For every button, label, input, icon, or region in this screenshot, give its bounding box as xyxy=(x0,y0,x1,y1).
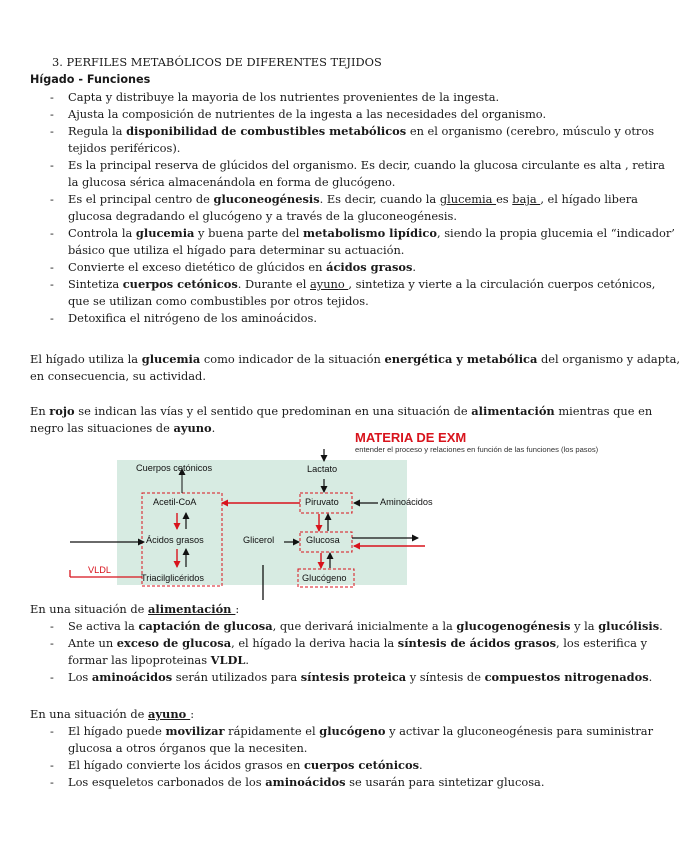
function-item xyxy=(30,225,675,242)
text-run: , que derivará inicialmente a la xyxy=(272,619,457,633)
text-run: alimentación xyxy=(148,602,236,616)
ayuno-item xyxy=(30,757,653,774)
ayuno-intro xyxy=(30,706,194,723)
text-run: es xyxy=(496,192,513,206)
text-run: disponibilidad de combustibles metabólicos xyxy=(126,124,407,138)
text-run: glucosa degradando el glucógeno y a través de la gluconeogénesis. xyxy=(68,209,458,223)
text-run: glucemia xyxy=(141,352,201,366)
text-run: negro las situaciones de xyxy=(30,421,174,435)
function-item xyxy=(30,208,675,225)
text-run: . Durante el xyxy=(237,277,310,291)
text-run: aminoácidos xyxy=(265,775,346,789)
text-run: rojo xyxy=(49,404,75,418)
text-run: . xyxy=(648,670,653,684)
subtitle-higado-funciones: Hígado - Funciones xyxy=(30,73,151,86)
text-run: y la xyxy=(570,619,599,633)
function-item xyxy=(30,106,675,123)
ayuno-item xyxy=(30,740,653,757)
liver-background xyxy=(117,460,407,585)
function-item xyxy=(30,242,675,259)
bullet-dash: - xyxy=(50,260,54,274)
text-run: en el organismo (cerebro, músculo y otros xyxy=(406,124,655,138)
bullet-dash: - xyxy=(50,724,54,738)
label-acidos-grasos: Ácidos grasos xyxy=(146,535,204,545)
exam-note-subtitle: entender el proceso y relaciones en función de las funciones (los pasos) xyxy=(355,445,599,454)
label-aminoacidos: Aminoácidos xyxy=(380,497,433,507)
text-run: ayuno xyxy=(309,277,349,291)
text-run: la glucosa sérica almacenándola en forma de glucógeno. xyxy=(68,175,396,189)
text-run: que se utilizan como combustibles por otros tejidos. xyxy=(68,294,369,308)
text-run: cuerpos cetónicos xyxy=(303,758,419,772)
text-run: Controla la xyxy=(68,226,136,240)
text-run: Detoxifica el nitrógeno de los aminoácidos. xyxy=(68,311,317,325)
bullet-dash: - xyxy=(50,636,54,650)
label-acetil-coa: Acetil-CoA xyxy=(153,497,197,507)
function-item xyxy=(30,276,675,293)
alimentacion-list xyxy=(30,618,663,686)
function-item xyxy=(30,191,675,208)
text-run: baja xyxy=(512,192,541,206)
text-run: exceso de glucosa xyxy=(116,636,232,650)
text-run: y buena parte del xyxy=(194,226,303,240)
text-run: ayuno xyxy=(173,421,212,435)
bullet-dash: - xyxy=(50,277,54,291)
text-run: rápidamente el xyxy=(224,724,320,738)
bullet-dash: - xyxy=(50,619,54,633)
text-run: , el hígado libera xyxy=(540,192,638,206)
alimentacion-intro xyxy=(30,601,239,618)
ayuno-list xyxy=(30,723,653,791)
bullet-dash: - xyxy=(50,124,54,138)
label-glucosa: Glucosa xyxy=(306,535,340,545)
text-run: y síntesis de xyxy=(406,670,485,684)
text-run: El hígado utiliza la xyxy=(30,352,142,366)
bullet-dash: - xyxy=(50,758,54,772)
label-lactato: Lactato xyxy=(307,464,338,474)
bullet-dash: - xyxy=(50,90,54,104)
text-run: El hígado puede xyxy=(68,724,166,738)
function-item xyxy=(30,157,675,174)
paragraph-line xyxy=(30,403,652,420)
bullet-dash: - xyxy=(50,775,54,789)
text-run: cuerpos cetónicos xyxy=(122,277,238,291)
text-run: Regula la xyxy=(68,124,127,138)
text-run: metabolismo lipídico xyxy=(303,226,437,240)
text-run: . xyxy=(245,653,250,667)
text-run: alimentación xyxy=(471,404,555,418)
bullet-dash: - xyxy=(50,107,54,121)
text-run: . Es decir, cuando la xyxy=(319,192,440,206)
text-run: En xyxy=(30,404,50,418)
text-run: VLDL xyxy=(210,653,246,667)
label-piruvato: Piruvato xyxy=(305,497,339,507)
function-item xyxy=(30,259,675,276)
text-run: ayuno xyxy=(148,707,191,721)
text-run: Se activa la xyxy=(68,619,139,633)
paragraph-line xyxy=(30,351,680,368)
text-run: como indicador de la situación xyxy=(200,352,385,366)
text-run: El hígado convierte los ácidos grasos en xyxy=(68,758,304,772)
function-item xyxy=(30,123,675,140)
text-run: glucemia xyxy=(439,192,497,206)
text-run: se usarán para sintetizar glucosa. xyxy=(345,775,545,789)
text-run: básico que utiliza el hígado para determinar su actuación. xyxy=(68,243,405,257)
text-run: síntesis de ácidos grasos xyxy=(397,636,556,650)
text-run: . xyxy=(659,619,663,633)
bullet-dash: - xyxy=(50,158,54,172)
functions-list xyxy=(30,89,675,327)
text-run: Convierte el exceso dietético de glúcidos en xyxy=(68,260,327,274)
ayuno-item xyxy=(30,774,653,791)
text-run: . xyxy=(412,260,417,274)
function-item xyxy=(30,89,675,106)
exam-note-title: MATERIA DE EXM xyxy=(355,430,467,445)
paragraph-line xyxy=(30,368,680,385)
function-item xyxy=(30,140,675,157)
text-run: , sintetiza y vierte a la circulación cuerpos cetónicos, xyxy=(348,277,656,291)
text-run: y activar la gluconeogénesis para suministrar xyxy=(385,724,654,738)
text-run: se indican las vías y el sentido que predominan en una situación de xyxy=(74,404,472,418)
label-glucogeno: Glucógeno xyxy=(302,573,347,583)
alimentacion-item xyxy=(30,669,663,686)
text-run: glucosa a otros órganos que la necesiten. xyxy=(68,741,308,755)
text-run: En una situación de xyxy=(30,602,149,616)
text-run: síntesis proteica xyxy=(300,670,407,684)
text-run: en consecuencia, su actividad. xyxy=(30,369,206,383)
text-run: . xyxy=(419,758,423,772)
text-run: glucogenogénesis xyxy=(456,619,571,633)
text-run: Ajusta la composición de nutrientes de la ingesta a las necesidades del organismo. xyxy=(68,107,547,121)
text-run: : xyxy=(190,707,195,721)
bullet-dash: - xyxy=(50,192,54,206)
ayuno-item xyxy=(30,723,653,740)
text-run: formar las lipoproteinas xyxy=(68,653,211,667)
text-run: Los esqueletos carbonados de los xyxy=(68,775,266,789)
text-run: En una situación de xyxy=(30,707,149,721)
text-run: compuestos nitrogenados xyxy=(484,670,649,684)
text-run: , los esterifica y xyxy=(555,636,648,650)
text-run: glucólisis xyxy=(598,619,660,633)
label-glicerol: Glicerol xyxy=(243,535,275,545)
text-run: captación de glucosa xyxy=(138,619,273,633)
text-run: movilizar xyxy=(165,724,225,738)
function-item xyxy=(30,174,675,191)
text-run: glucemia xyxy=(135,226,195,240)
text-run: Ante un xyxy=(68,636,117,650)
text-run: , el hígado la deriva hacia la xyxy=(231,636,398,650)
alimentacion-item xyxy=(30,652,663,669)
paragraph-glucemia xyxy=(30,351,680,385)
text-run: serán utilizados para xyxy=(172,670,301,684)
text-run: Sintetiza xyxy=(68,277,123,291)
label-vldl: VLDL xyxy=(88,565,111,575)
text-run: Es la principal reserva de glúcidos del organismo. Es decir, cuando la glucosa circulante es alta , retira xyxy=(68,158,665,172)
bullet-dash: - xyxy=(50,311,54,325)
text-run: : xyxy=(235,602,240,616)
text-run: Capta y distribuye la mayoria de los nutrientes provenientes de la ingesta. xyxy=(68,90,500,104)
section-title: 3. PERFILES METABÓLICOS DE DIFERENTES TEJIDOS xyxy=(52,55,382,69)
metabolic-diagram xyxy=(60,425,655,600)
text-run: , siendo la propia glucemia el “indicador’ xyxy=(436,226,675,240)
text-run: ácidos grasos xyxy=(326,260,413,274)
text-run: Es el principal centro de xyxy=(68,192,214,206)
alimentacion-item xyxy=(30,618,663,635)
text-run: aminoácidos xyxy=(91,670,173,684)
label-triacilgliceridos: Triacilglicéridos xyxy=(141,573,204,583)
bullet-dash: - xyxy=(50,670,54,684)
text-run: tejidos periféricos). xyxy=(68,141,181,155)
text-run: del organismo y adapta, xyxy=(537,352,680,366)
text-run: Los xyxy=(68,670,92,684)
text-run: gluconeogénesis xyxy=(213,192,320,206)
text-run: . xyxy=(211,421,216,435)
function-item xyxy=(30,310,675,327)
text-run: mientras que en xyxy=(554,404,653,418)
text-run: glucógeno xyxy=(319,724,386,738)
text-run: energética y metabólica xyxy=(384,352,538,366)
alimentacion-item xyxy=(30,635,663,652)
label-cuerpos-cetonicos: Cuerpos cetónicos xyxy=(136,463,213,473)
bullet-dash: - xyxy=(50,226,54,240)
function-item xyxy=(30,293,675,310)
